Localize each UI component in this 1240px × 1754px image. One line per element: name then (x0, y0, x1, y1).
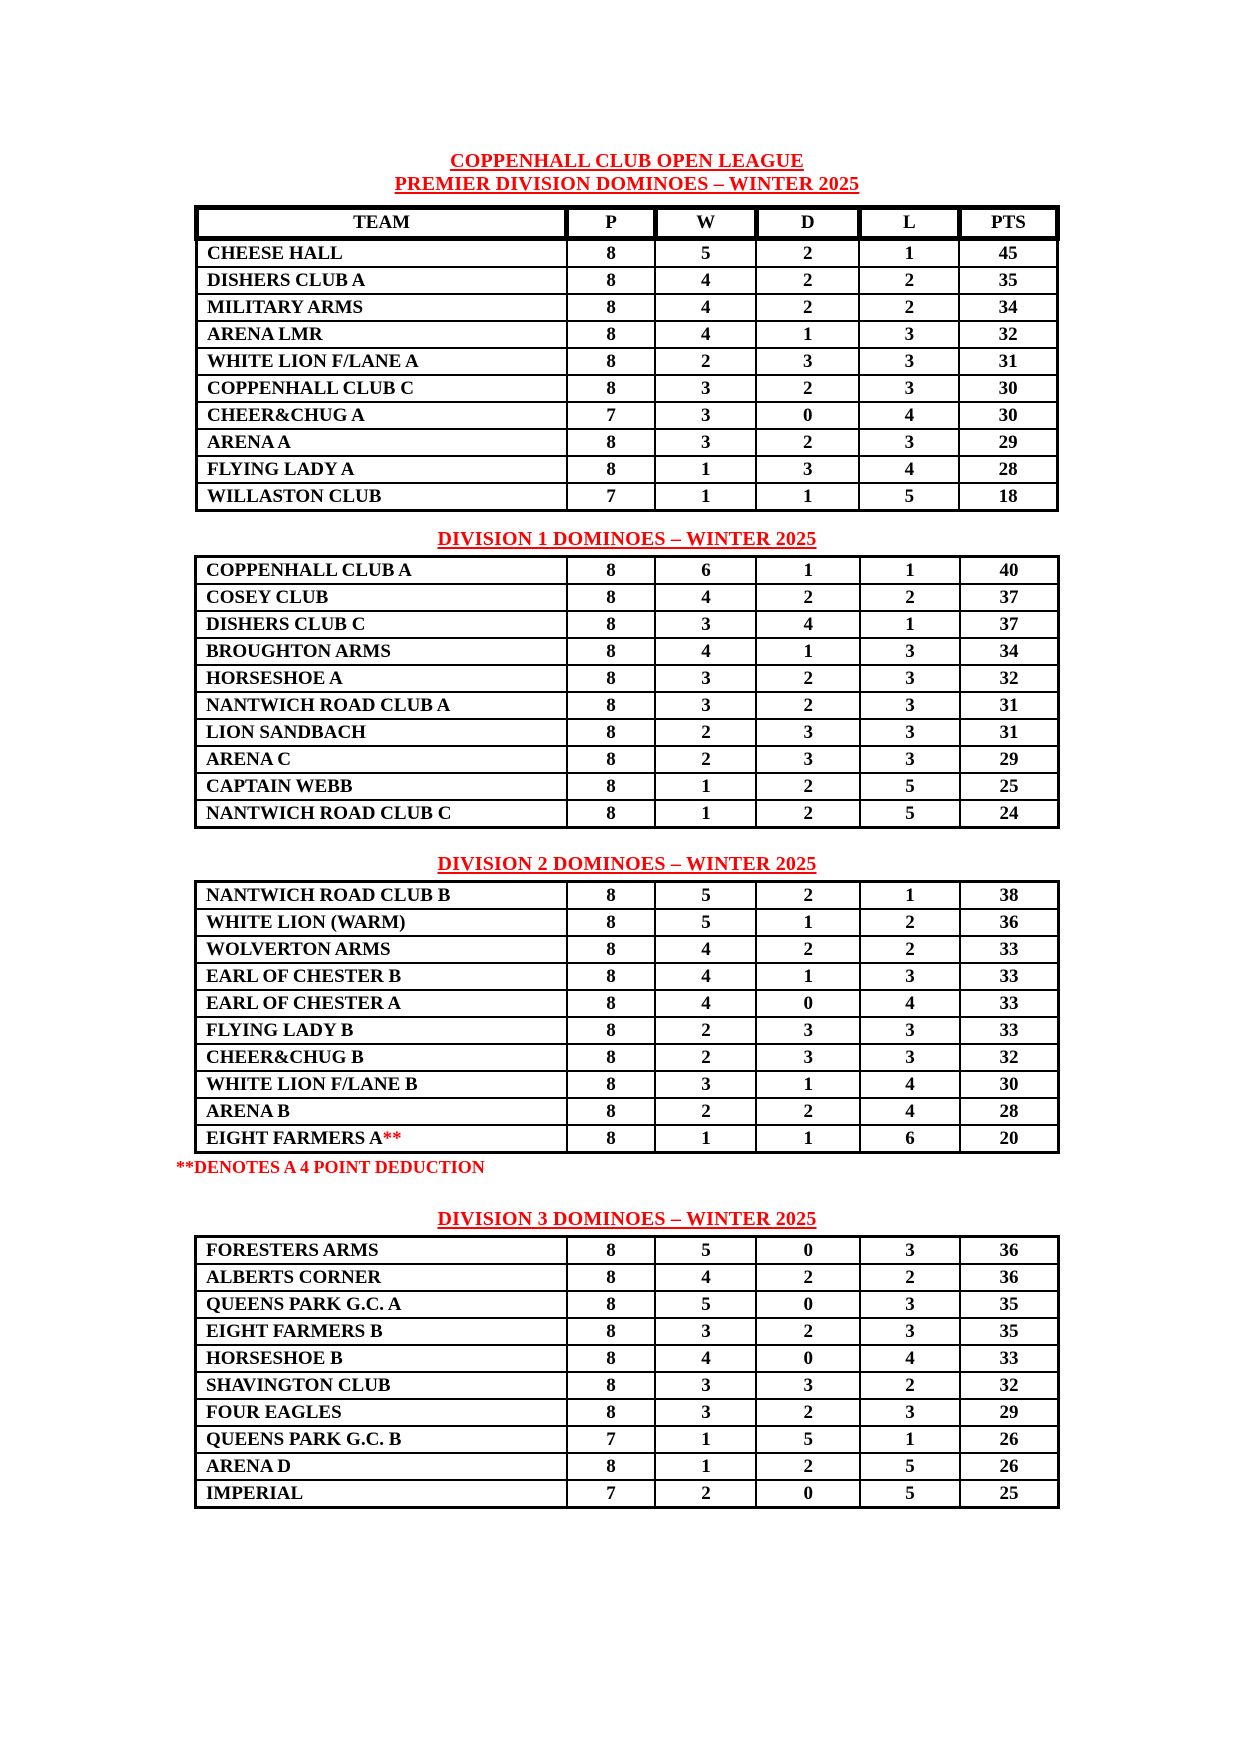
points-cell: 29 (960, 746, 1058, 773)
played-cell: 8 (567, 321, 656, 348)
column-header-team: TEAM (197, 208, 567, 239)
team-cell: FLYING LADY B (196, 1017, 567, 1044)
lost-cell: 3 (860, 746, 960, 773)
team-cell: ARENA A (197, 429, 567, 456)
table-row (197, 321, 1058, 348)
points-cell: 26 (960, 1426, 1058, 1453)
won-cell: 4 (655, 936, 756, 963)
won-cell: 4 (655, 584, 756, 611)
points-cell: 37 (960, 584, 1058, 611)
drawn-cell: 1 (756, 909, 860, 936)
team-cell: MILITARY ARMS (197, 294, 567, 321)
played-cell: 8 (567, 692, 656, 719)
points-cell: 25 (960, 1480, 1058, 1508)
team-cell: WILLASTON CLUB (197, 483, 567, 511)
played-cell: 7 (567, 483, 656, 511)
lost-cell: 3 (860, 1291, 960, 1318)
played-cell: 8 (567, 1453, 656, 1480)
drawn-cell: 2 (756, 239, 859, 268)
table-row (196, 1399, 1059, 1426)
lost-cell: 2 (860, 909, 960, 936)
played-cell: 8 (567, 1044, 656, 1071)
won-cell: 4 (655, 963, 756, 990)
played-cell: 8 (567, 909, 656, 936)
table-row (197, 402, 1058, 429)
drawn-cell: 2 (756, 936, 860, 963)
table-row (197, 456, 1058, 483)
drawn-cell: 2 (756, 294, 859, 321)
table-row (196, 584, 1059, 611)
table-row (197, 483, 1058, 511)
team-cell: LION SANDBACH (196, 719, 567, 746)
points-cell: 31 (960, 719, 1058, 746)
drawn-cell: 2 (756, 800, 860, 828)
team-cell: COPPENHALL CLUB C (197, 375, 567, 402)
drawn-cell: 2 (756, 584, 860, 611)
lost-cell: 5 (860, 773, 960, 800)
team-cell: EIGHT FARMERS A** (196, 1125, 567, 1153)
played-cell: 8 (567, 1318, 656, 1345)
won-cell: 5 (655, 239, 756, 268)
played-cell: 8 (567, 1071, 656, 1098)
points-cell: 18 (959, 483, 1057, 511)
played-cell: 8 (567, 1098, 656, 1125)
team-cell: IMPERIAL (196, 1480, 567, 1508)
played-cell: 8 (567, 557, 656, 585)
points-cell: 33 (960, 936, 1058, 963)
points-cell: 36 (960, 909, 1058, 936)
lost-cell: 5 (860, 1480, 960, 1508)
team-cell: COPPENHALL CLUB A (196, 557, 567, 585)
won-cell: 2 (655, 719, 756, 746)
points-cell: 28 (959, 456, 1057, 483)
drawn-cell: 2 (756, 1264, 860, 1291)
points-cell: 32 (960, 1372, 1058, 1399)
drawn-cell: 2 (756, 429, 859, 456)
drawn-cell: 3 (756, 1017, 860, 1044)
deduction-footnote: **DENOTES A 4 POINT DEDUCTION (176, 1157, 485, 1177)
points-cell: 25 (960, 773, 1058, 800)
played-cell: 7 (567, 1480, 656, 1508)
lost-cell: 1 (859, 239, 959, 268)
lost-cell: 4 (860, 1098, 960, 1125)
played-cell: 8 (567, 800, 656, 828)
points-cell: 36 (960, 1237, 1058, 1265)
points-cell: 31 (959, 348, 1057, 375)
table-row (196, 1345, 1059, 1372)
premier-division-title: PREMIER DIVISION DOMINOES – WINTER 2025 (394, 173, 860, 195)
won-cell: 2 (655, 1044, 756, 1071)
lost-cell: 3 (860, 963, 960, 990)
drawn-cell: 2 (756, 1318, 860, 1345)
won-cell: 3 (655, 1399, 756, 1426)
won-cell: 1 (655, 1453, 756, 1480)
division2-table (194, 880, 1060, 1154)
table-row (196, 1264, 1059, 1291)
team-cell: FLYING LADY A (197, 456, 567, 483)
division1-heading: DIVISION 1 DOMINOES – WINTER 2025 (437, 528, 817, 550)
played-cell: 8 (567, 429, 656, 456)
points-cell: 40 (960, 557, 1058, 585)
table-row (196, 1071, 1059, 1098)
lost-cell: 3 (860, 692, 960, 719)
won-cell: 1 (655, 1426, 756, 1453)
points-cell: 35 (960, 1318, 1058, 1345)
lost-cell: 2 (860, 1372, 960, 1399)
played-cell: 8 (567, 1399, 656, 1426)
lost-cell: 2 (859, 267, 959, 294)
points-cell: 35 (960, 1291, 1058, 1318)
played-cell: 8 (567, 1264, 656, 1291)
drawn-cell: 1 (756, 321, 859, 348)
drawn-cell: 3 (756, 746, 860, 773)
column-header-played: P (567, 208, 656, 239)
table-row (196, 1098, 1059, 1125)
team-cell: NANTWICH ROAD CLUB A (196, 692, 567, 719)
team-cell: COSEY CLUB (196, 584, 567, 611)
played-cell: 8 (567, 375, 656, 402)
table-row (197, 239, 1058, 268)
won-cell: 4 (655, 638, 756, 665)
won-cell: 3 (655, 375, 756, 402)
table-header-row (197, 208, 1058, 239)
table-row (196, 1318, 1059, 1345)
team-cell: CAPTAIN WEBB (196, 773, 567, 800)
won-cell: 2 (655, 746, 756, 773)
lost-cell: 3 (860, 1017, 960, 1044)
points-cell: 33 (960, 1017, 1058, 1044)
table-row (196, 665, 1059, 692)
team-cell: WHITE LION F/LANE B (196, 1071, 567, 1098)
lost-cell: 4 (860, 1071, 960, 1098)
played-cell: 8 (567, 267, 656, 294)
table-row (196, 611, 1059, 638)
won-cell: 4 (655, 990, 756, 1017)
points-cell: 29 (960, 1399, 1058, 1426)
league-title: COPPENHALL CLUB OPEN LEAGUE (450, 150, 804, 172)
points-cell: 34 (960, 638, 1058, 665)
lost-cell: 6 (860, 1125, 960, 1153)
team-cell: WHITE LION (WARM) (196, 909, 567, 936)
drawn-cell: 1 (756, 1125, 860, 1153)
points-cell: 35 (959, 267, 1057, 294)
table-row (196, 1017, 1059, 1044)
played-cell: 8 (567, 584, 656, 611)
drawn-cell: 3 (756, 1372, 860, 1399)
lost-cell: 1 (860, 882, 960, 910)
table-row (197, 294, 1058, 321)
drawn-cell: 2 (756, 692, 860, 719)
lost-cell: 3 (860, 719, 960, 746)
team-cell: QUEENS PARK G.C. B (196, 1426, 567, 1453)
team-cell: EIGHT FARMERS B (196, 1318, 567, 1345)
drawn-cell: 1 (756, 557, 860, 585)
table-row (196, 936, 1059, 963)
won-cell: 2 (655, 1480, 756, 1508)
column-header-points: PTS (959, 208, 1057, 239)
won-cell: 4 (655, 1264, 756, 1291)
team-cell: NANTWICH ROAD CLUB C (196, 800, 567, 828)
team-cell: ARENA B (196, 1098, 567, 1125)
points-cell: 28 (960, 1098, 1058, 1125)
drawn-cell: 1 (756, 638, 860, 665)
lost-cell: 4 (859, 402, 959, 429)
table-row (196, 990, 1059, 1017)
lost-cell: 2 (859, 294, 959, 321)
lost-cell: 3 (860, 1044, 960, 1071)
division1-table (194, 555, 1060, 829)
lost-cell: 3 (859, 375, 959, 402)
drawn-cell: 2 (756, 1453, 860, 1480)
team-cell: HORSESHOE A (196, 665, 567, 692)
won-cell: 1 (655, 456, 756, 483)
lost-cell: 5 (859, 483, 959, 511)
won-cell: 1 (655, 1125, 756, 1153)
table-row (196, 1044, 1059, 1071)
lost-cell: 4 (860, 990, 960, 1017)
drawn-cell: 2 (756, 1399, 860, 1426)
team-cell: CHEESE HALL (197, 239, 567, 268)
drawn-cell: 0 (756, 1480, 860, 1508)
drawn-cell: 4 (756, 611, 860, 638)
won-cell: 3 (655, 611, 756, 638)
table-row (196, 1372, 1059, 1399)
table-row (197, 375, 1058, 402)
lost-cell: 1 (860, 1426, 960, 1453)
played-cell: 8 (567, 746, 656, 773)
played-cell: 8 (567, 882, 656, 910)
lost-cell: 2 (860, 936, 960, 963)
won-cell: 1 (655, 483, 756, 511)
drawn-cell: 2 (756, 665, 860, 692)
drawn-cell: 2 (756, 773, 860, 800)
won-cell: 2 (655, 1098, 756, 1125)
points-cell: 34 (959, 294, 1057, 321)
deduction-marker: ** (382, 1127, 402, 1149)
played-cell: 8 (567, 239, 656, 268)
premier-division-table (194, 205, 1060, 512)
lost-cell: 3 (860, 1318, 960, 1345)
played-cell: 8 (567, 665, 656, 692)
played-cell: 7 (567, 402, 656, 429)
drawn-cell: 2 (756, 882, 860, 910)
drawn-cell: 2 (756, 1098, 860, 1125)
team-cell: ARENA LMR (197, 321, 567, 348)
won-cell: 3 (655, 1071, 756, 1098)
drawn-cell: 0 (756, 1237, 860, 1265)
document-content (176, 150, 1060, 1509)
points-cell: 30 (959, 402, 1057, 429)
lost-cell: 3 (859, 429, 959, 456)
drawn-cell: 3 (756, 1044, 860, 1071)
won-cell: 5 (655, 909, 756, 936)
team-cell: BROUGHTON ARMS (196, 638, 567, 665)
table-row (196, 882, 1059, 910)
drawn-cell: 0 (756, 1345, 860, 1372)
lost-cell: 3 (860, 1399, 960, 1426)
team-cell: ARENA C (196, 746, 567, 773)
team-cell: DISHERS CLUB A (197, 267, 567, 294)
table-row (196, 1480, 1059, 1508)
points-cell: 31 (960, 692, 1058, 719)
team-cell: CHEER&CHUG B (196, 1044, 567, 1071)
team-cell: SHAVINGTON CLUB (196, 1372, 567, 1399)
played-cell: 8 (567, 456, 656, 483)
drawn-cell: 3 (756, 348, 859, 375)
team-cell: QUEENS PARK G.C. A (196, 1291, 567, 1318)
team-cell: DISHERS CLUB C (196, 611, 567, 638)
won-cell: 3 (655, 665, 756, 692)
lost-cell: 2 (860, 1264, 960, 1291)
table-row (196, 638, 1059, 665)
division3-table (194, 1235, 1060, 1509)
team-cell: ALBERTS CORNER (196, 1264, 567, 1291)
points-cell: 24 (960, 800, 1058, 828)
drawn-cell: 0 (756, 990, 860, 1017)
drawn-cell: 2 (756, 375, 859, 402)
played-cell: 8 (567, 719, 656, 746)
team-cell: FOUR EAGLES (196, 1399, 567, 1426)
table-row (196, 1291, 1059, 1318)
lost-cell: 5 (860, 800, 960, 828)
won-cell: 4 (655, 267, 756, 294)
table-row (197, 348, 1058, 375)
points-cell: 38 (960, 882, 1058, 910)
drawn-cell: 3 (756, 456, 859, 483)
team-cell: WOLVERTON ARMS (196, 936, 567, 963)
team-cell: NANTWICH ROAD CLUB B (196, 882, 567, 910)
table-row (196, 909, 1059, 936)
lost-cell: 3 (859, 348, 959, 375)
won-cell: 3 (655, 402, 756, 429)
won-cell: 4 (655, 1345, 756, 1372)
table-row (196, 746, 1059, 773)
drawn-cell: 1 (756, 483, 859, 511)
drawn-cell: 1 (756, 963, 860, 990)
played-cell: 8 (567, 1237, 656, 1265)
won-cell: 4 (655, 294, 756, 321)
played-cell: 8 (567, 1291, 656, 1318)
column-header-lost: L (859, 208, 959, 239)
played-cell: 8 (567, 638, 656, 665)
lost-cell: 1 (860, 557, 960, 585)
drawn-cell: 2 (756, 267, 859, 294)
team-cell: EARL OF CHESTER B (196, 963, 567, 990)
drawn-cell: 0 (756, 1291, 860, 1318)
points-cell: 29 (959, 429, 1057, 456)
won-cell: 5 (655, 882, 756, 910)
won-cell: 6 (655, 557, 756, 585)
lost-cell: 2 (860, 584, 960, 611)
won-cell: 3 (655, 1318, 756, 1345)
column-header-won: W (655, 208, 756, 239)
points-cell: 30 (959, 375, 1057, 402)
won-cell: 1 (655, 800, 756, 828)
lost-cell: 1 (860, 611, 960, 638)
division2-heading: DIVISION 2 DOMINOES – WINTER 2025 (437, 853, 817, 875)
table-row (197, 429, 1058, 456)
points-cell: 32 (960, 665, 1058, 692)
column-header-drawn: D (756, 208, 859, 239)
table-row (196, 1125, 1059, 1153)
lost-cell: 4 (860, 1345, 960, 1372)
team-cell: FORESTERS ARMS (196, 1237, 567, 1265)
played-cell: 8 (567, 990, 656, 1017)
won-cell: 4 (655, 321, 756, 348)
points-cell: 26 (960, 1453, 1058, 1480)
played-cell: 8 (567, 773, 656, 800)
team-cell: EARL OF CHESTER A (196, 990, 567, 1017)
points-cell: 33 (960, 990, 1058, 1017)
team-cell: ARENA D (196, 1453, 567, 1480)
lost-cell: 3 (860, 1237, 960, 1265)
team-cell: WHITE LION F/LANE A (197, 348, 567, 375)
points-cell: 36 (960, 1264, 1058, 1291)
points-cell: 32 (959, 321, 1057, 348)
table-row (196, 1237, 1059, 1265)
points-cell: 33 (960, 1345, 1058, 1372)
table-row (196, 963, 1059, 990)
points-cell: 37 (960, 611, 1058, 638)
played-cell: 8 (567, 963, 656, 990)
points-cell: 33 (960, 963, 1058, 990)
played-cell: 8 (567, 1372, 656, 1399)
won-cell: 1 (655, 773, 756, 800)
drawn-cell: 5 (756, 1426, 860, 1453)
team-cell: CHEER&CHUG A (197, 402, 567, 429)
lost-cell: 5 (860, 1453, 960, 1480)
lost-cell: 3 (859, 321, 959, 348)
played-cell: 8 (567, 294, 656, 321)
table-row (197, 267, 1058, 294)
lost-cell: 4 (859, 456, 959, 483)
table-row (196, 719, 1059, 746)
table-row (196, 692, 1059, 719)
drawn-cell: 1 (756, 1071, 860, 1098)
drawn-cell: 0 (756, 402, 859, 429)
won-cell: 3 (655, 692, 756, 719)
lost-cell: 3 (860, 638, 960, 665)
lost-cell: 3 (860, 665, 960, 692)
table-row (196, 1426, 1059, 1453)
played-cell: 8 (567, 1125, 656, 1153)
table-row (196, 800, 1059, 828)
played-cell: 8 (567, 611, 656, 638)
points-cell: 30 (960, 1071, 1058, 1098)
team-cell: HORSESHOE B (196, 1345, 567, 1372)
played-cell: 8 (567, 936, 656, 963)
table-row (196, 557, 1059, 585)
points-cell: 45 (959, 239, 1057, 268)
won-cell: 5 (655, 1291, 756, 1318)
won-cell: 2 (655, 348, 756, 375)
drawn-cell: 3 (756, 719, 860, 746)
won-cell: 3 (655, 1372, 756, 1399)
table-row (196, 1453, 1059, 1480)
won-cell: 5 (655, 1237, 756, 1265)
won-cell: 3 (655, 429, 756, 456)
division3-heading: DIVISION 3 DOMINOES – WINTER 2025 (437, 1208, 817, 1230)
played-cell: 7 (567, 1426, 656, 1453)
points-cell: 20 (960, 1125, 1058, 1153)
played-cell: 8 (567, 348, 656, 375)
won-cell: 2 (655, 1017, 756, 1044)
points-cell: 32 (960, 1044, 1058, 1071)
table-row (196, 773, 1059, 800)
played-cell: 8 (567, 1017, 656, 1044)
played-cell: 8 (567, 1345, 656, 1372)
